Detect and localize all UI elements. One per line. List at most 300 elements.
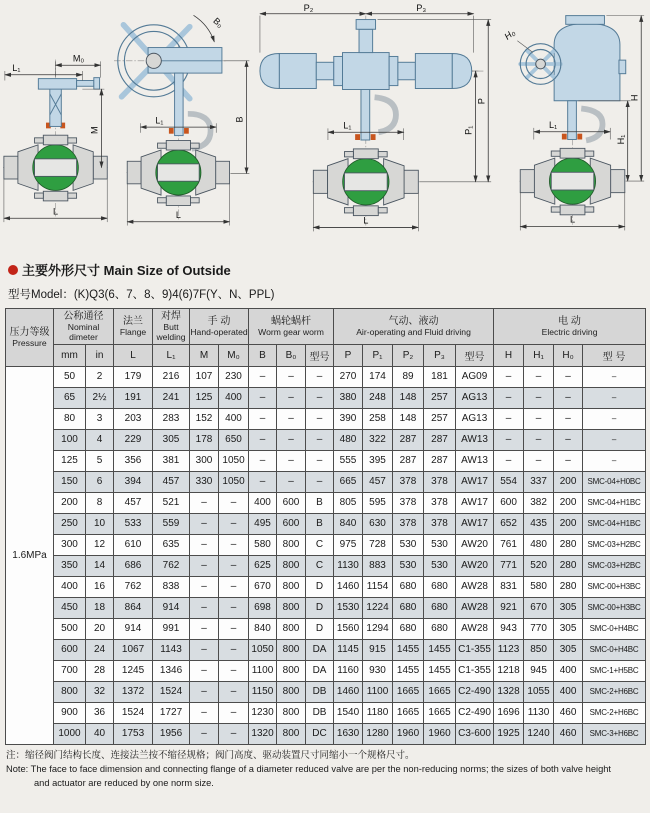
- table-cell: 1630: [334, 723, 363, 744]
- table-cell: 457: [114, 492, 153, 513]
- dim-label-l: L: [363, 215, 369, 226]
- table-cell: 686: [114, 555, 153, 576]
- electric-valve-figure: [502, 16, 644, 231]
- table-cell: SMC-03+H2BC: [583, 555, 646, 576]
- table-cell: –: [219, 639, 249, 660]
- column-header: B: [249, 344, 277, 366]
- table-cell: 805: [334, 492, 363, 513]
- dim-label-p1: P₁: [463, 125, 474, 135]
- column-header: L₁: [153, 344, 190, 366]
- group-header-air-fluid: 气动、液动 Air-operating and Fluid driving: [334, 309, 494, 345]
- table-cell: 883: [363, 555, 393, 576]
- table-cell: 36: [86, 702, 114, 723]
- table-cell: 800: [277, 660, 306, 681]
- table-cell: 625: [249, 555, 277, 576]
- table-cell: B: [306, 492, 334, 513]
- table-cell: 900: [54, 702, 86, 723]
- table-cell: 287: [393, 450, 424, 471]
- table-cell: 4: [86, 429, 114, 450]
- table-cell: 378: [393, 513, 424, 534]
- dim-label-l1: L₁: [343, 120, 352, 131]
- table-cell: –: [583, 387, 646, 408]
- table-cell: 800: [277, 723, 306, 744]
- table-cell: –: [219, 597, 249, 618]
- table-cell: 378: [424, 492, 456, 513]
- table-cell: –: [554, 408, 583, 429]
- table-cell: –: [494, 408, 524, 429]
- table-cell: –: [190, 597, 219, 618]
- table-cell: 330: [190, 471, 219, 492]
- table-cell: 1455: [393, 660, 424, 681]
- table-cell: 6: [86, 471, 114, 492]
- table-cell: 1145: [334, 639, 363, 660]
- table-cell: SMC-2+H6BC: [583, 681, 646, 702]
- lever-handle: [77, 81, 94, 87]
- valve-body: [519, 148, 625, 214]
- table-cell: AW13: [456, 450, 494, 471]
- table-cell: 257: [424, 387, 456, 408]
- column-header: H₁: [524, 344, 554, 366]
- table-cell: 800: [277, 534, 306, 555]
- column-header: 型号: [306, 344, 334, 366]
- table-cell: 1460: [334, 576, 363, 597]
- table-cell: 457: [153, 471, 190, 492]
- table-cell: 394: [114, 471, 153, 492]
- table-cell: AW20: [456, 555, 494, 576]
- dimensions-table: [5, 308, 646, 745]
- table-cell: –: [524, 408, 554, 429]
- table-cell: 945: [524, 660, 554, 681]
- drawings-row: [0, 0, 650, 250]
- red-bullet-icon: [8, 265, 18, 275]
- valve-body: [3, 135, 108, 201]
- table-cell: AW28: [456, 597, 494, 618]
- table-row: [6, 450, 646, 471]
- table-cell: 322: [363, 429, 393, 450]
- dim-label-l1: L₁: [12, 62, 21, 73]
- table-cell: 914: [153, 597, 190, 618]
- column-header: P₂: [393, 344, 424, 366]
- table-row: [6, 408, 646, 429]
- column-header: P: [334, 344, 363, 366]
- table-cell: 400: [219, 408, 249, 429]
- table-cell: –: [554, 450, 583, 471]
- table-cell: 800: [277, 639, 306, 660]
- table-cell: 800: [277, 555, 306, 576]
- table-cell: –: [249, 387, 277, 408]
- table-cell: C: [306, 534, 334, 555]
- table-row: [6, 597, 646, 618]
- table-cell: 864: [114, 597, 153, 618]
- dim-label-b0: B₀: [211, 15, 226, 30]
- table-row: [6, 702, 646, 723]
- table-cell: 300: [54, 534, 86, 555]
- valve-body: [312, 149, 419, 216]
- table-row: [6, 618, 646, 639]
- table-cell: 680: [393, 618, 424, 639]
- table-cell: 1540: [334, 702, 363, 723]
- note-zh: 注：缩径阀门结构长度、连接法兰按不缩径规格；阀门高度、驱动装置尺寸同缩小一个规格尺寸。: [6, 749, 415, 761]
- column-header: in: [86, 344, 114, 366]
- table-cell: –: [249, 366, 277, 387]
- table-cell: 800: [277, 576, 306, 597]
- table-cell: 356: [114, 450, 153, 471]
- table-cell: 257: [424, 408, 456, 429]
- table-cell: 460: [554, 702, 583, 723]
- table-cell: AW17: [456, 492, 494, 513]
- table-cell: 390: [334, 408, 363, 429]
- table-cell: –: [524, 450, 554, 471]
- dim-label-h1: H₁: [615, 134, 626, 145]
- table-cell: 1130: [334, 555, 363, 576]
- table-cell: 530: [424, 555, 456, 576]
- table-cell: 500: [54, 618, 86, 639]
- table-cell: 800: [277, 618, 306, 639]
- table-cell: –: [190, 513, 219, 534]
- table-cell: SMC-03+H2BC: [583, 534, 646, 555]
- table-cell: 1925: [494, 723, 524, 744]
- table-cell: 1240: [524, 723, 554, 744]
- table-cell: AW28: [456, 576, 494, 597]
- table-cell: –: [219, 534, 249, 555]
- dim-label-h0: H₀: [502, 27, 517, 42]
- table-cell: 1294: [363, 618, 393, 639]
- table-cell: 125: [190, 387, 219, 408]
- table-cell: 840: [249, 618, 277, 639]
- table-cell: 1100: [249, 660, 277, 681]
- table-cell: 40: [86, 723, 114, 744]
- table-cell: –: [190, 492, 219, 513]
- dim-label-p2: P₂: [303, 4, 314, 13]
- table-cell: 700: [54, 660, 86, 681]
- table-cell: 1956: [153, 723, 190, 744]
- pressure-header: 压力等级 Pressure: [6, 309, 54, 367]
- column-header: mm: [54, 344, 86, 366]
- table-cell: 1960: [424, 723, 456, 744]
- column-header: M₀: [219, 344, 249, 366]
- table-cell: 1245: [114, 660, 153, 681]
- group-header-nominal: 公称通径 Nominal dimeter: [54, 309, 114, 345]
- table-cell: 100: [54, 429, 86, 450]
- dim-label-l: L: [175, 209, 181, 220]
- column-header: 型 号: [583, 344, 646, 366]
- table-body: [6, 366, 646, 744]
- table-cell: 665: [334, 471, 363, 492]
- table-cell: 378: [393, 492, 424, 513]
- table-cell: 2: [86, 366, 114, 387]
- table-row: [6, 471, 646, 492]
- table-cell: 250: [54, 513, 86, 534]
- table-cell: 16: [86, 576, 114, 597]
- table-cell: 10: [86, 513, 114, 534]
- table-cell: –: [306, 387, 334, 408]
- pressure-value: 1.6MPa: [6, 366, 54, 744]
- table-cell: B: [306, 513, 334, 534]
- table-cell: 1665: [424, 681, 456, 702]
- table-cell: 1727: [153, 702, 190, 723]
- table-cell: 520: [524, 555, 554, 576]
- table-cell: 771: [494, 555, 524, 576]
- table-row: [6, 576, 646, 597]
- table-row: [6, 660, 646, 681]
- table-cell: –: [249, 408, 277, 429]
- table-cell: –: [219, 723, 249, 744]
- table-cell: 18: [86, 597, 114, 618]
- table-cell: C: [306, 555, 334, 576]
- table-cell: C2-490: [456, 681, 494, 702]
- table-cell: –: [306, 471, 334, 492]
- table-cell: 287: [424, 429, 456, 450]
- dim-label-m0: M₀: [72, 53, 85, 64]
- section-title: [8, 260, 650, 279]
- table-cell: 991: [153, 618, 190, 639]
- table-cell: 107: [190, 366, 219, 387]
- table-cell: 3: [86, 408, 114, 429]
- model-value: (K)Q3(6、7、8、9)4(6)7F(Y、N、PPL): [73, 289, 275, 301]
- table-cell: 1067: [114, 639, 153, 660]
- table-cell: 280: [554, 555, 583, 576]
- table-cell: 395: [363, 450, 393, 471]
- table-cell: 337: [524, 471, 554, 492]
- electric-actuator-body: [554, 23, 620, 100]
- table-cell: –: [190, 618, 219, 639]
- table-cell: 305: [554, 639, 583, 660]
- dim-label-p: P: [476, 98, 487, 105]
- table-cell: D: [306, 597, 334, 618]
- table-cell: –: [494, 429, 524, 450]
- table-cell: 229: [114, 429, 153, 450]
- dim-label-l: L: [53, 206, 59, 217]
- table-cell: 65: [54, 387, 86, 408]
- table-row: [6, 366, 646, 387]
- table-cell: 495: [249, 513, 277, 534]
- table-cell: SMC-0+H4BC: [583, 639, 646, 660]
- table-cell: 378: [393, 471, 424, 492]
- table-cell: 595: [363, 492, 393, 513]
- table-cell: –: [524, 429, 554, 450]
- table-cell: 761: [494, 534, 524, 555]
- table-cell: AW17: [456, 513, 494, 534]
- table-cell: 400: [54, 576, 86, 597]
- table-cell: 762: [153, 555, 190, 576]
- drawing-lever-valve: [2, 4, 112, 244]
- dim-label-b: B: [234, 116, 245, 123]
- table-cell: AW13: [456, 429, 494, 450]
- dim-label-p3: P₃: [416, 4, 427, 13]
- table-cell: 378: [424, 471, 456, 492]
- note-en-line2: and actuator are reduced by one norm size.: [34, 777, 214, 788]
- table-cell: –: [277, 408, 306, 429]
- table-cell: 1050: [249, 639, 277, 660]
- table-cell: 1143: [153, 639, 190, 660]
- table-cell: 728: [363, 534, 393, 555]
- table-cell: 850: [524, 639, 554, 660]
- table-cell: 555: [334, 450, 363, 471]
- table-cell: 350: [54, 555, 86, 576]
- table-cell: –: [583, 429, 646, 450]
- table-cell: AW28: [456, 618, 494, 639]
- column-header: H: [494, 344, 524, 366]
- dim-label-h: H: [629, 94, 640, 102]
- table-cell: 8: [86, 492, 114, 513]
- table-cell: 838: [153, 576, 190, 597]
- table-cell: 20: [86, 618, 114, 639]
- table-cell: –: [249, 471, 277, 492]
- table-cell: 559: [153, 513, 190, 534]
- table-cell: –: [219, 576, 249, 597]
- table-cell: 460: [554, 723, 583, 744]
- table-cell: –: [524, 366, 554, 387]
- table-cell: 762: [114, 576, 153, 597]
- table-cell: –: [190, 723, 219, 744]
- group-header-worm-gear: 蜗轮蜗杆 Worm gear worm: [249, 309, 334, 345]
- table-cell: 1000: [54, 723, 86, 744]
- table-cell: 840: [334, 513, 363, 534]
- table-cell: 24: [86, 639, 114, 660]
- table-cell: 200: [554, 492, 583, 513]
- table-cell: 580: [524, 576, 554, 597]
- table-cell: 400: [249, 492, 277, 513]
- table-cell: C2-490: [456, 702, 494, 723]
- table-cell: 1050: [219, 450, 249, 471]
- table-cell: 400: [554, 681, 583, 702]
- table-cell: 650: [219, 429, 249, 450]
- table-cell: 258: [363, 408, 393, 429]
- table-cell: 148: [393, 408, 424, 429]
- group-header-electric: 电 动 Electric driving: [494, 309, 646, 345]
- table-cell: C1-355: [456, 639, 494, 660]
- table-cell: –: [494, 387, 524, 408]
- table-cell: 200: [554, 513, 583, 534]
- table-cell: 1180: [363, 702, 393, 723]
- table-cell: 1123: [494, 639, 524, 660]
- table-cell: 1346: [153, 660, 190, 681]
- column-header: 型号: [456, 344, 494, 366]
- table-cell: SMC-04+H1BC: [583, 492, 646, 513]
- table-row: [6, 534, 646, 555]
- table-cell: 287: [424, 450, 456, 471]
- table-cell: –: [554, 366, 583, 387]
- table-cell: 921: [494, 597, 524, 618]
- table-cell: 480: [334, 429, 363, 450]
- table-cell: 1455: [424, 660, 456, 681]
- table-cell: 203: [114, 408, 153, 429]
- table-cell: 435: [524, 513, 554, 534]
- table-cell: 1372: [114, 681, 153, 702]
- table-cell: 800: [277, 702, 306, 723]
- table-cell: 280: [554, 576, 583, 597]
- table-cell: 305: [153, 429, 190, 450]
- table-cell: 14: [86, 555, 114, 576]
- table-cell: 1665: [424, 702, 456, 723]
- table-cell: 150: [54, 471, 86, 492]
- table-cell: 915: [363, 639, 393, 660]
- table-cell: 800: [277, 597, 306, 618]
- table-cell: 600: [277, 492, 306, 513]
- table-cell: 179: [114, 366, 153, 387]
- table-cell: 1160: [334, 660, 363, 681]
- table-cell: 1960: [393, 723, 424, 744]
- section-title-text: 主要外形尺寸 Main Size of Outside: [22, 263, 231, 278]
- table-cell: 1150: [249, 681, 277, 702]
- table-cell: –: [190, 576, 219, 597]
- table-cell: SMC-0+H4BC: [583, 618, 646, 639]
- table-cell: –: [306, 366, 334, 387]
- model-label: 型号Model：: [8, 289, 74, 301]
- column-header: P₁: [363, 344, 393, 366]
- column-header: M: [190, 344, 219, 366]
- table-cell: 248: [363, 387, 393, 408]
- column-header: L: [114, 344, 153, 366]
- subheader-row: [6, 344, 646, 366]
- table-cell: –: [277, 429, 306, 450]
- table-cell: 831: [494, 576, 524, 597]
- table-cell: 800: [54, 681, 86, 702]
- table-cell: –: [219, 492, 249, 513]
- table-cell: 181: [424, 366, 456, 387]
- table-cell: 580: [249, 534, 277, 555]
- table-cell: 50: [54, 366, 86, 387]
- group-header-hand-operated: 手 动 Hand-operated: [190, 309, 249, 345]
- table-cell: 381: [153, 450, 190, 471]
- table-cell: –: [306, 429, 334, 450]
- table-cell: 1100: [363, 681, 393, 702]
- table-cell: DB: [306, 702, 334, 723]
- table-cell: 800: [277, 681, 306, 702]
- table-cell: 80: [54, 408, 86, 429]
- table-cell: 305: [554, 597, 583, 618]
- table-cell: –: [219, 660, 249, 681]
- table-cell: –: [494, 450, 524, 471]
- table-cell: 400: [219, 387, 249, 408]
- table-cell: 1218: [494, 660, 524, 681]
- table-cell: 380: [334, 387, 363, 408]
- table-cell: 680: [393, 576, 424, 597]
- table-cell: 1130: [524, 702, 554, 723]
- table-cell: –: [219, 513, 249, 534]
- table-cell: 975: [334, 534, 363, 555]
- table-cell: 1230: [249, 702, 277, 723]
- table-cell: 600: [277, 513, 306, 534]
- table-cell: 174: [363, 366, 393, 387]
- column-header: B₀: [277, 344, 306, 366]
- drawing-electric-valve: [498, 4, 648, 244]
- table-cell: 1328: [494, 681, 524, 702]
- table-cell: 1320: [249, 723, 277, 744]
- table-cell: 600: [494, 492, 524, 513]
- table-cell: –: [190, 702, 219, 723]
- table-row: [6, 387, 646, 408]
- table-row: [6, 681, 646, 702]
- table-cell: 1524: [153, 681, 190, 702]
- table-cell: 930: [363, 660, 393, 681]
- table-cell: 2½: [86, 387, 114, 408]
- table-cell: 698: [249, 597, 277, 618]
- table-cell: DC: [306, 723, 334, 744]
- table-cell: 1154: [363, 576, 393, 597]
- table-cell: 480: [524, 534, 554, 555]
- table-cell: –: [190, 555, 219, 576]
- table-row: [6, 723, 646, 744]
- table-cell: 943: [494, 618, 524, 639]
- table-cell: –: [277, 387, 306, 408]
- table-cell: 230: [219, 366, 249, 387]
- table-cell: –: [583, 366, 646, 387]
- table-cell: AG13: [456, 387, 494, 408]
- table-cell: 12: [86, 534, 114, 555]
- table-cell: 680: [424, 576, 456, 597]
- table-cell: 270: [334, 366, 363, 387]
